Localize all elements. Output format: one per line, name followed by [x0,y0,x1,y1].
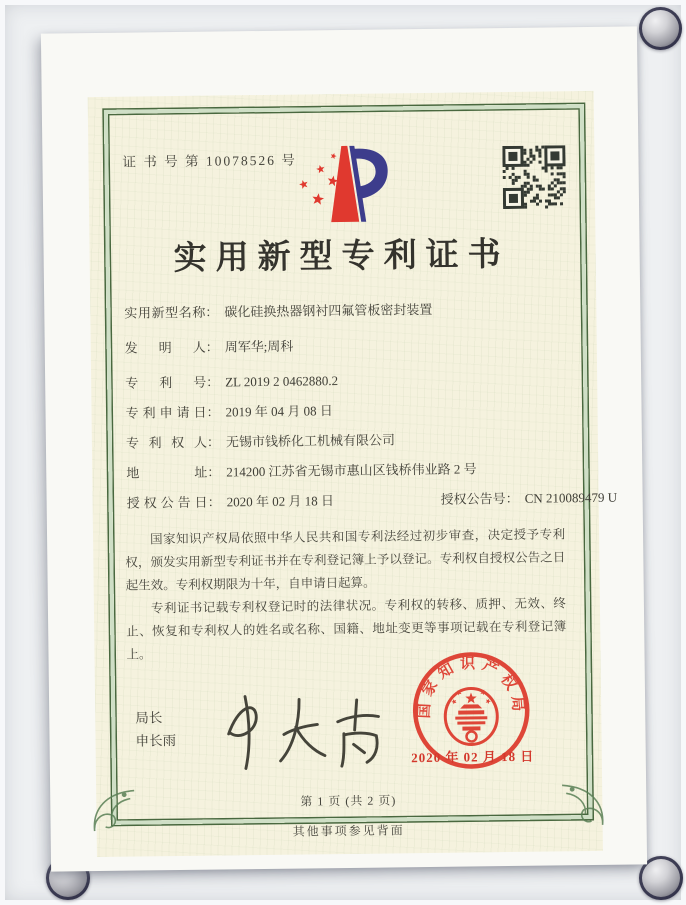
page-indicator: 第 1 页 (共 2 页) [300,793,397,809]
field-value: 2019 年 04 月 08 日 [225,403,333,420]
field-colon: ： [206,404,220,420]
commissioner-title: 局长 [135,710,163,726]
field-value: ZL 2019 2 0462880.2 [225,373,339,390]
field-value: 214200 江苏省无锡市惠山区钱桥伟业路 2 号 [226,461,477,480]
field-colon: ： [205,304,219,320]
commissioner-block [135,706,176,752]
commissioner-name: 申长雨 [135,733,177,749]
field-label: 专利权人 [125,434,207,451]
svg-text:国家知识产权局 [414,654,527,719]
grant-number-group [440,487,617,508]
field-value: 2020 年 02 月 18 日 [226,493,335,510]
field-value: CN 210089479 U [524,489,618,506]
field-colon: ： [505,490,519,507]
seal-date: 2020 年 02 月 18 日 [411,748,535,766]
seal-national-emblem [445,688,498,745]
legal-paragraph-1: 国家知识产权局依照中华人民共和国专利法经过初步审查，决定授予专利权，颁发实用新型专利证书并在专利登记簿上予以登记。专利权自授权公告之日起生效。专利权期限为十年，自申请日起算。 [125,527,566,593]
legal-text [125,523,567,666]
field-label: 专利号 [125,374,207,391]
field-label: 发明人 [124,339,206,356]
field-value: 碳化硅换热器钢衬四氟管板密封装置 [224,301,433,320]
field-colon: ： [206,374,220,390]
seal-ring-text: 国家知识产权局 [416,656,526,719]
field-colon: ： [206,434,221,450]
field-label: 地址 [126,464,208,481]
field-colon: ： [207,494,221,510]
field-value: 周军华;周科 [224,338,294,355]
footer-note: 其他事项参见背面 [292,823,405,839]
legal-paragraph-2: 专利证书记载专利权登记时的法律状况。专利权的转移、质押、无效、终止、恢复和专利权人的姓名或名称、国籍、地址变更等事项记载在专利登记簿上。 [126,596,567,662]
field-label: 授权公告日 [126,494,208,511]
handwritten-signature [209,681,390,778]
field-label: 授权公告号 [440,491,506,507]
field-label: 专利申请日 [125,404,207,421]
certificate-page [41,26,647,871]
certificate-number: 证 书 号 第 10078526 号 [122,152,297,170]
corner-rivet-top-right [639,7,682,50]
field-colon: ： [205,339,219,355]
field-label: 实用新型名称 [124,304,206,321]
certificate-title: 实用新型专利证书 [173,236,510,278]
field-value: 无锡市钱桥化工机械有限公司 [225,432,396,450]
field-colon: ： [207,464,221,480]
qr-code [502,145,566,209]
cnipa-logo-icon [286,141,391,228]
